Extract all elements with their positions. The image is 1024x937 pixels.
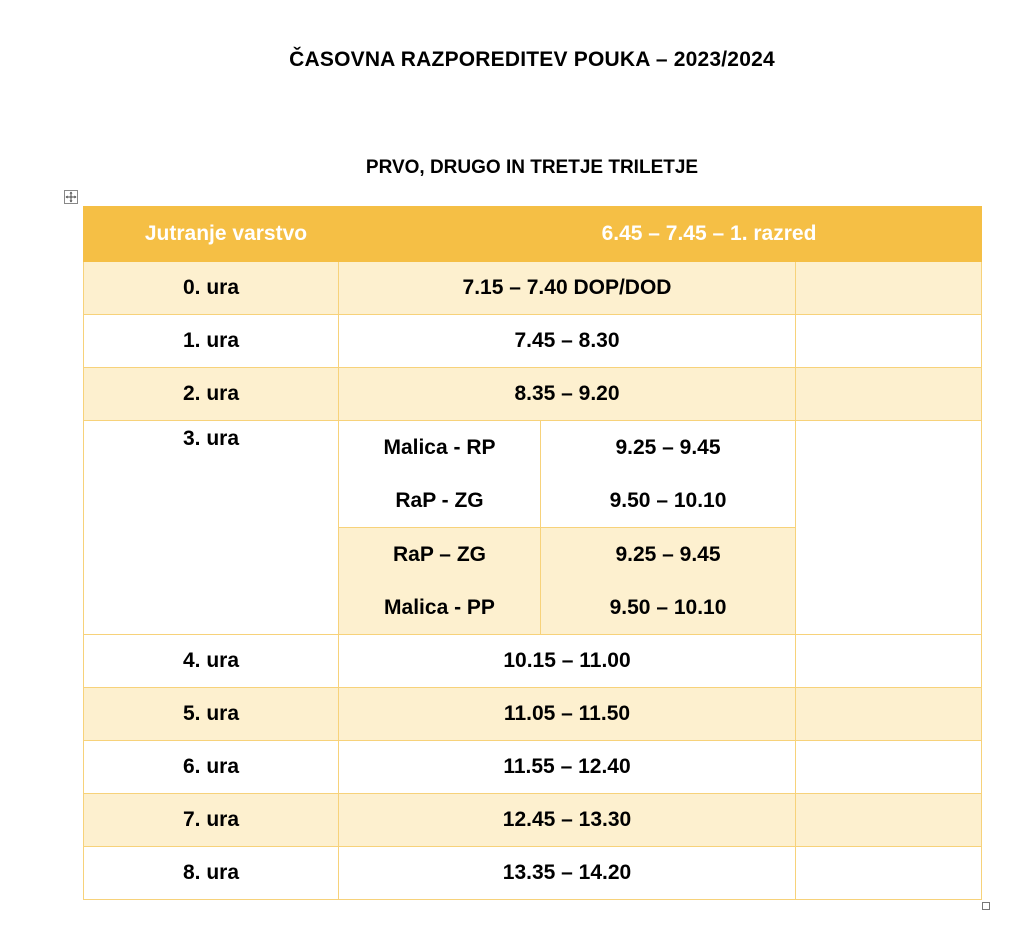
table-header-row	[84, 207, 982, 262]
activity-time: 9.25 – 9.45	[615, 543, 721, 566]
activity-time: 9.25 – 9.45	[615, 436, 721, 459]
section-subtitle: PRVO, DRUGO IN TRETJE TRILETJE	[365, 157, 699, 178]
period-time: 12.45 – 13.30	[339, 794, 796, 847]
table-resize-handle[interactable]	[982, 902, 990, 910]
activity-time: 9.50 – 10.10	[609, 596, 727, 619]
table-row	[84, 262, 982, 315]
page-title: ČASOVNA RAZPOREDITEV POUKA – 2023/2024	[289, 48, 775, 71]
period-label: 1. ura	[84, 315, 339, 368]
table-row	[84, 368, 982, 421]
table-move-handle-icon[interactable]	[64, 190, 78, 204]
period-label: 7. ura	[84, 794, 339, 847]
table-row	[84, 635, 982, 688]
table-row	[84, 315, 982, 368]
activity-cell	[339, 421, 541, 528]
period-time: 11.55 – 12.40	[339, 741, 796, 794]
activity-label: RaP - ZG	[395, 489, 484, 512]
empty-cell	[796, 688, 982, 741]
table-row-third-period-a	[84, 421, 982, 528]
empty-cell	[796, 262, 982, 315]
empty-cell	[796, 741, 982, 794]
period-time: 8.35 – 9.20	[339, 368, 796, 421]
table-row	[84, 847, 982, 900]
table-row	[84, 741, 982, 794]
activity-cell	[339, 528, 541, 635]
period-label: 4. ura	[84, 635, 339, 688]
period-label: 0. ura	[84, 262, 339, 315]
time-cell	[541, 528, 796, 635]
schedule-table	[83, 206, 982, 900]
empty-cell	[796, 315, 982, 368]
activity-label: RaP – ZG	[393, 543, 486, 566]
time-cell	[541, 421, 796, 528]
period-time: 7.15 – 7.40 DOP/DOD	[339, 262, 796, 315]
period-label: 5. ura	[84, 688, 339, 741]
table-row	[84, 688, 982, 741]
header-label: Jutranje varstvo	[84, 207, 339, 262]
activity-label: Malica - PP	[384, 596, 495, 619]
period-time: 13.35 – 14.20	[339, 847, 796, 900]
empty-cell	[796, 847, 982, 900]
table-row	[84, 794, 982, 847]
period-label: 6. ura	[84, 741, 339, 794]
activity-time: 9.50 – 10.10	[609, 489, 727, 512]
empty-cell	[796, 635, 982, 688]
period-time: 7.45 – 8.30	[339, 315, 796, 368]
period-time: 11.05 – 11.50	[339, 688, 796, 741]
period-label: 2. ura	[84, 368, 339, 421]
empty-cell	[796, 368, 982, 421]
header-time: 6.45 – 7.45 – 1. razred	[339, 207, 982, 262]
empty-cell	[796, 794, 982, 847]
period-time: 10.15 – 11.00	[339, 635, 796, 688]
activity-label: Malica - RP	[383, 436, 496, 459]
empty-cell	[796, 421, 982, 635]
period-label: 3. ura	[84, 421, 339, 635]
period-label: 8. ura	[84, 847, 339, 900]
